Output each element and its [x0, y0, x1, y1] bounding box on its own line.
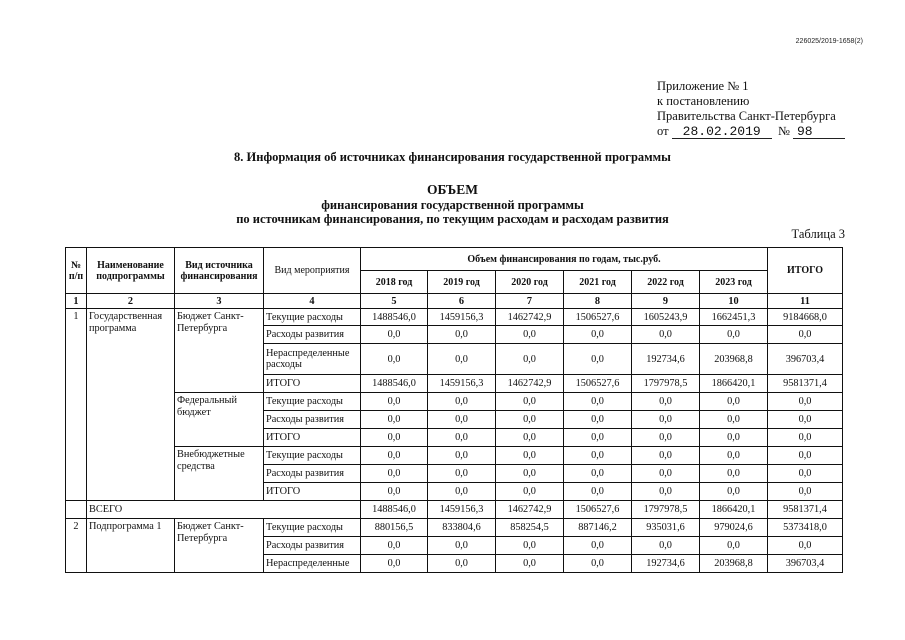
column-index: 1: [66, 294, 87, 309]
year-value-cell: 0,0: [632, 537, 700, 555]
header-num: № п/п: [66, 248, 87, 294]
year-value-cell: 0,0: [564, 537, 632, 555]
total-value-cell: 9581371,4: [768, 501, 843, 519]
year-value-cell: 0,0: [361, 465, 428, 483]
header-year: 2019 год: [428, 271, 496, 294]
year-value-cell: 0,0: [496, 393, 564, 411]
year-value-cell: 979024,6: [700, 519, 768, 537]
year-value-cell: 0,0: [564, 465, 632, 483]
year-value-cell: 0,0: [496, 411, 564, 429]
year-value-cell: 0,0: [428, 483, 496, 501]
year-value-cell: 0,0: [361, 429, 428, 447]
year-value-cell: 0,0: [496, 344, 564, 375]
column-index: 10: [700, 294, 768, 309]
year-value-cell: 0,0: [700, 465, 768, 483]
appendix-line-1: Приложение № 1: [657, 79, 749, 93]
year-value-cell: 0,0: [564, 411, 632, 429]
year-value-cell: 0,0: [496, 555, 564, 573]
appendix-date-line: [657, 124, 845, 139]
year-value-cell: 0,0: [632, 465, 700, 483]
event-type: Расходы развития: [264, 537, 361, 555]
year-value-cell: 0,0: [496, 465, 564, 483]
year-value-cell: 0,0: [564, 447, 632, 465]
year-value-cell: 0,0: [700, 537, 768, 555]
year-value-cell: 0,0: [564, 344, 632, 375]
year-value-cell: 1866420,1: [700, 501, 768, 519]
year-value-cell: 0,0: [428, 555, 496, 573]
year-value-cell: 0,0: [632, 483, 700, 501]
header-year: 2021 год: [564, 271, 632, 294]
table-row: [66, 393, 843, 411]
volume-title-line-3: по источникам финансирования, по текущим расходам и расходам развития: [236, 212, 669, 226]
year-value-cell: 1662451,3: [700, 309, 768, 326]
total-value-cell: 9581371,4: [768, 375, 843, 393]
year-value-cell: 0,0: [700, 411, 768, 429]
year-value-cell: 833804,6: [428, 519, 496, 537]
event-type: Расходы развития: [264, 326, 361, 344]
header-year: 2023 год: [700, 271, 768, 294]
total-value-cell: 9184668,0: [768, 309, 843, 326]
year-value-cell: 0,0: [361, 393, 428, 411]
year-value-cell: 0,0: [496, 483, 564, 501]
column-index: 3: [175, 294, 264, 309]
total-value-cell: 0,0: [768, 447, 843, 465]
year-value-cell: 0,0: [700, 483, 768, 501]
event-type: Текущие расходы: [264, 309, 361, 326]
year-value-cell: 0,0: [361, 555, 428, 573]
year-value-cell: 192734,6: [632, 344, 700, 375]
year-value-cell: 0,0: [632, 429, 700, 447]
column-index: 5: [361, 294, 428, 309]
program-name: Государственная программа: [87, 309, 175, 501]
year-value-cell: 0,0: [564, 555, 632, 573]
total-value-cell: 0,0: [768, 411, 843, 429]
year-value-cell: 0,0: [564, 429, 632, 447]
event-type: Текущие расходы: [264, 447, 361, 465]
year-value-cell: 0,0: [361, 326, 428, 344]
decree-date: 28.02.2019: [672, 125, 772, 139]
total-value-cell: 0,0: [768, 326, 843, 344]
year-value-cell: 1462742,9: [496, 309, 564, 326]
column-index: 8: [564, 294, 632, 309]
column-index: 11: [768, 294, 843, 309]
column-index: 6: [428, 294, 496, 309]
column-index: 4: [264, 294, 361, 309]
number-prefix: №: [777, 124, 790, 138]
year-value-cell: 0,0: [428, 344, 496, 375]
appendix-block: [657, 79, 845, 139]
year-value-cell: 0,0: [361, 483, 428, 501]
year-value-cell: 1459156,3: [428, 309, 496, 326]
table-row: [66, 447, 843, 465]
header-source: Вид источника финансирования: [175, 248, 264, 294]
table-row: [66, 519, 843, 537]
event-type: Нераспределенные: [264, 555, 361, 573]
year-value-cell: 1488546,0: [361, 501, 428, 519]
total-value-cell: 0,0: [768, 393, 843, 411]
year-value-cell: 1459156,3: [428, 375, 496, 393]
header-year: 2022 год: [632, 271, 700, 294]
appendix-line-3: Правительства Санкт-Петербурга: [657, 109, 836, 123]
year-value-cell: 0,0: [632, 393, 700, 411]
column-index: 9: [632, 294, 700, 309]
year-value-cell: 935031,6: [632, 519, 700, 537]
row-number: 1: [66, 309, 87, 501]
year-value-cell: 203968,8: [700, 344, 768, 375]
year-value-cell: 1506527,6: [564, 309, 632, 326]
year-value-cell: 0,0: [428, 429, 496, 447]
document-id: 226025/2019-1658(2): [795, 38, 863, 45]
total-value-cell: 0,0: [768, 537, 843, 555]
total-value-cell: 0,0: [768, 483, 843, 501]
header-year: 2020 год: [496, 271, 564, 294]
header-year: 2018 год: [361, 271, 428, 294]
year-value-cell: 0,0: [632, 447, 700, 465]
event-type: Нераспределенные расходы: [264, 344, 361, 375]
table-label: Таблица 3: [791, 227, 845, 241]
header-name: Наименование подпрограммы: [87, 248, 175, 294]
year-value-cell: 1488546,0: [361, 375, 428, 393]
year-value-cell: 880156,5: [361, 519, 428, 537]
event-type: ИТОГО: [264, 375, 361, 393]
program-name: Подпрограмма 1: [87, 519, 175, 573]
year-value-cell: 0,0: [564, 326, 632, 344]
table-row: [66, 309, 843, 326]
year-value-cell: 1462742,9: [496, 501, 564, 519]
total-value-cell: 396703,4: [768, 555, 843, 573]
year-value-cell: 0,0: [428, 537, 496, 555]
year-value-cell: 1506527,6: [564, 375, 632, 393]
financing-table: [65, 247, 843, 573]
year-value-cell: 0,0: [496, 326, 564, 344]
year-value-cell: 0,0: [361, 411, 428, 429]
year-value-cell: 0,0: [428, 447, 496, 465]
funding-source: Внебюджетные средства: [175, 447, 264, 501]
year-value-cell: 0,0: [428, 326, 496, 344]
year-value-cell: 0,0: [564, 393, 632, 411]
event-type: ИТОГО: [264, 483, 361, 501]
year-value-cell: 887146,2: [564, 519, 632, 537]
event-type: ИТОГО: [264, 429, 361, 447]
year-value-cell: 0,0: [700, 326, 768, 344]
grand-total-row: [66, 501, 843, 519]
header-total: ИТОГО: [768, 248, 843, 294]
year-value-cell: 858254,5: [496, 519, 564, 537]
year-value-cell: 0,0: [361, 537, 428, 555]
year-value-cell: 0,0: [361, 447, 428, 465]
year-value-cell: 0,0: [632, 411, 700, 429]
year-value-cell: 1866420,1: [700, 375, 768, 393]
year-value-cell: 203968,8: [700, 555, 768, 573]
column-index-row: [66, 294, 843, 309]
decree-number: 98: [793, 125, 845, 139]
year-value-cell: 0,0: [700, 447, 768, 465]
event-type: Расходы развития: [264, 465, 361, 483]
total-value-cell: 5373418,0: [768, 519, 843, 537]
total-value-cell: 0,0: [768, 465, 843, 483]
year-value-cell: 1797978,5: [632, 501, 700, 519]
year-value-cell: 0,0: [496, 447, 564, 465]
header-event: Вид мероприятия: [264, 248, 361, 294]
year-value-cell: 1462742,9: [496, 375, 564, 393]
year-value-cell: 0,0: [361, 344, 428, 375]
year-value-cell: 0,0: [496, 429, 564, 447]
row-number-empty: [66, 501, 87, 519]
total-value-cell: 0,0: [768, 429, 843, 447]
volume-title-line-2: финансирования государственной программы: [321, 197, 584, 212]
row-number: 2: [66, 519, 87, 573]
funding-source: Бюджет Санкт-Петербурга: [175, 519, 264, 573]
event-type: Расходы развития: [264, 411, 361, 429]
year-value-cell: 0,0: [632, 326, 700, 344]
year-value-cell: 1459156,3: [428, 501, 496, 519]
year-value-cell: 0,0: [428, 411, 496, 429]
total-value-cell: 396703,4: [768, 344, 843, 375]
section-title: 8. Информация об источниках финансирования государственной программы: [234, 150, 671, 164]
volume-title-line-1: ОБЪЕМ: [427, 182, 478, 197]
header-volume: Объем финансирования по годам, тыс.руб.: [361, 248, 768, 271]
year-value-cell: 1488546,0: [361, 309, 428, 326]
funding-source: Федеральный бюджет: [175, 393, 264, 447]
year-value-cell: 0,0: [564, 483, 632, 501]
column-index: 7: [496, 294, 564, 309]
year-value-cell: 1605243,9: [632, 309, 700, 326]
column-index: 2: [87, 294, 175, 309]
volume-title: [0, 183, 905, 227]
year-value-cell: 1797978,5: [632, 375, 700, 393]
year-value-cell: 0,0: [428, 393, 496, 411]
year-value-cell: 0,0: [428, 465, 496, 483]
funding-source: Бюджет Санкт-Петербурга: [175, 309, 264, 393]
year-value-cell: 1506527,6: [564, 501, 632, 519]
year-value-cell: 0,0: [700, 429, 768, 447]
year-value-cell: 0,0: [700, 393, 768, 411]
appendix-line-2: к постановлению: [657, 94, 750, 108]
year-value-cell: 192734,6: [632, 555, 700, 573]
grand-total-label: ВСЕГО: [87, 501, 361, 519]
year-value-cell: 0,0: [496, 537, 564, 555]
event-type: Текущие расходы: [264, 519, 361, 537]
event-type: Текущие расходы: [264, 393, 361, 411]
date-prefix: от: [657, 124, 669, 138]
